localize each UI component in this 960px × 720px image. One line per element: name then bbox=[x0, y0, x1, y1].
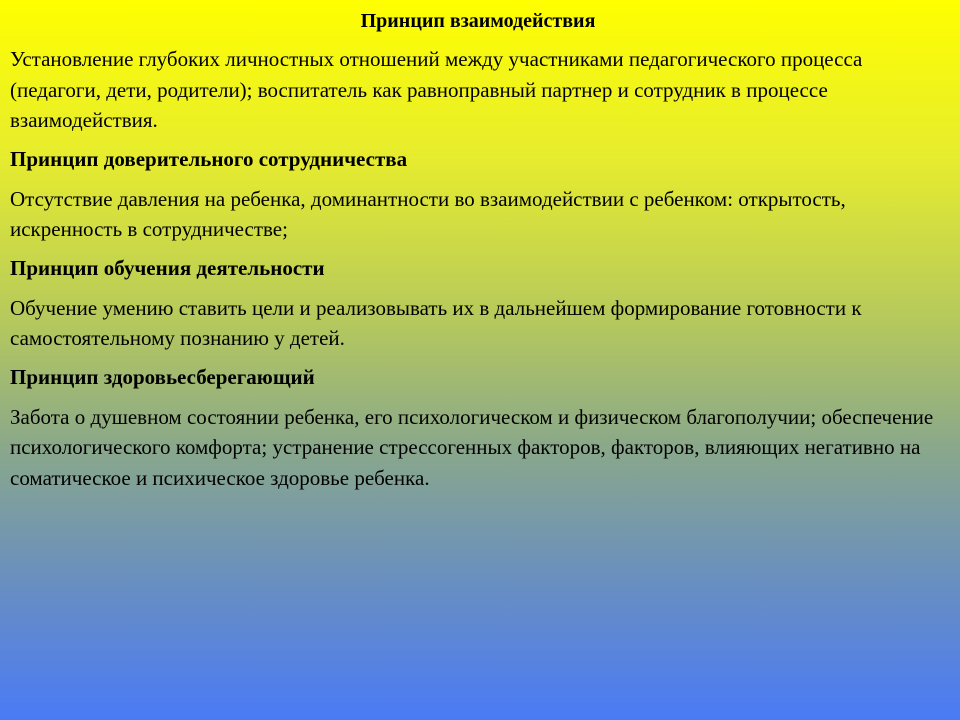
principle-health-text: Забота о душевном состоянии ребенка, его психологическом и физическом благополучии; обеспечение психологического комфорта; устранение стрессогенных факторов, факторов, влияющих негативно на соматическое и психическое здоровье ребенка. bbox=[10, 404, 934, 490]
principle-interaction-text: Установление глубоких личностных отношений между участниками педагогического процесса (педагоги, дети, родители); воспитатель как равноправный партнер и сотрудник в процессе взаимодействия. bbox=[10, 47, 863, 132]
principle-activity-heading: Принцип обучения деятельности bbox=[10, 255, 325, 280]
principle-activity-text: Обучение умению ставить цели и реализовывать их в дальнейшем формирование готовности к самостоятельному познанию у детей. bbox=[10, 295, 862, 350]
principle-trust-text: Отсутствие давления на ребенка, доминантности во взаимодействии с ребенком: открытость, искренность в сотрудничестве; bbox=[10, 186, 846, 241]
principle-health-heading: Принцип здоровьесберегающий bbox=[10, 364, 315, 389]
principle-trust-heading: Принцип доверительного сотрудничества bbox=[10, 146, 408, 171]
slide-title: Принцип взаимодействия bbox=[360, 10, 596, 32]
